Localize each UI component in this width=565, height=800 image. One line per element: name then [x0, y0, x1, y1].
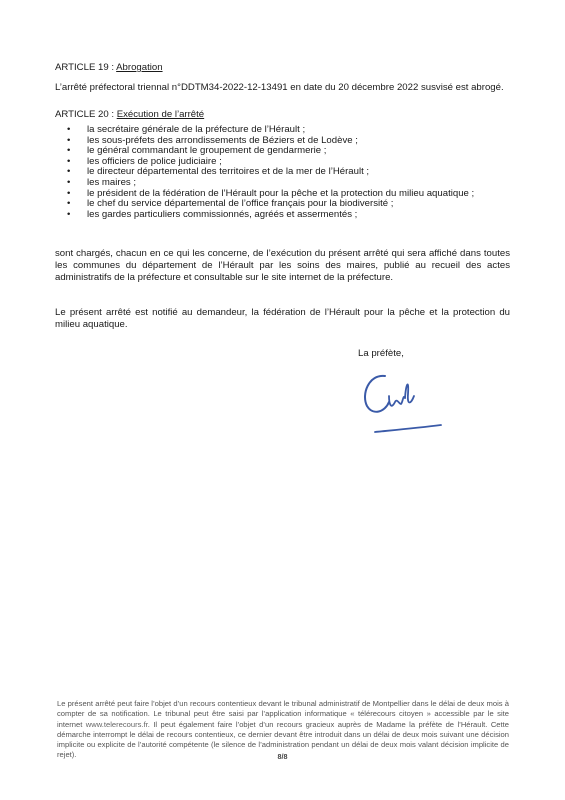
article-20-title: Exécution de l’arrêté — [116, 109, 205, 120]
article-20-label: ARTICLE 20 : — [55, 109, 115, 120]
notification-text: Le présent arrêté est notifié au demandeur, la fédération de l’Hérault pour la pêche et la protection du milieu aquatique. — [55, 307, 510, 330]
execution-text: sont chargés, chacun en ce qui les concerne, de l’exécution du présent arrêté qui sera affiché dans toutes les communes du département de l’Hérault par les soins des maires, publié au recueil des actes administratifs de la préfecture et consultable sur le site internet de la préfecture. — [55, 248, 510, 283]
article-19-title: Abrogation — [116, 62, 163, 73]
telerecours-link[interactable]: www.telerecours.fr — [85, 719, 148, 729]
responsible-parties-list — [55, 125, 510, 220]
closing-signatory: La préfète, — [358, 348, 404, 359]
handwritten-signature — [355, 368, 445, 438]
article-19-heading — [55, 62, 163, 74]
list-item: • les officiers de police judiciaire ; — [55, 157, 510, 168]
list-item: • le général commandant le groupement de gendarmerie ; — [55, 146, 510, 157]
footer-text-part1: Le présent arrêté peut faire l’objet d’un recours contentieux devant le tribunal administratif de Montpellier dans le délai de deux mois à compter de sa notification. Le tribunal peut être saisi par l’application informatique « télérecours citoyen » accessible par le site internet — [57, 699, 509, 729]
list-item: • la secrétaire générale de la préfecture de l’Hérault ; — [55, 125, 510, 136]
article-19-label: ARTICLE 19 : — [55, 62, 115, 73]
list-item: • le chef du service départemental de l’office français pour la biodiversité ; — [55, 199, 510, 210]
list-item: • le président de la fédération de l’Hérault pour la pêche et la protection du milieu aquatique ; — [55, 189, 510, 200]
article-20-heading — [55, 109, 204, 121]
list-item: • les sous-préfets des arrondissements de Béziers et de Lodève ; — [55, 136, 510, 147]
footer-text-part2: . Il peut également faire l’objet d’un recours gracieux auprès de Madame la préfète de l’Hérault. Cette démarche interrompt le délai de recours contentieux, ce dernier devant être introduit dans un délai de deux mois suivant une décision implicite ou explicite de l’autorité compétente (le silence de l’administration pendant un délai de deux mois valant décision implicite de rejet). — [57, 719, 509, 760]
list-item: • les maires ; — [55, 178, 510, 189]
page-number: 8/8 — [277, 752, 288, 761]
list-item: • les gardes particuliers commissionnés, agréés et assermentés ; — [55, 210, 510, 221]
list-item: • le directeur départemental des territoires et de la mer de l’Hérault ; — [55, 167, 510, 178]
article-19-text: L’arrêté préfectoral triennal n°DDTM34-2022-12-13491 en date du 20 décembre 2022 susvisé est abrogé. — [55, 82, 504, 93]
